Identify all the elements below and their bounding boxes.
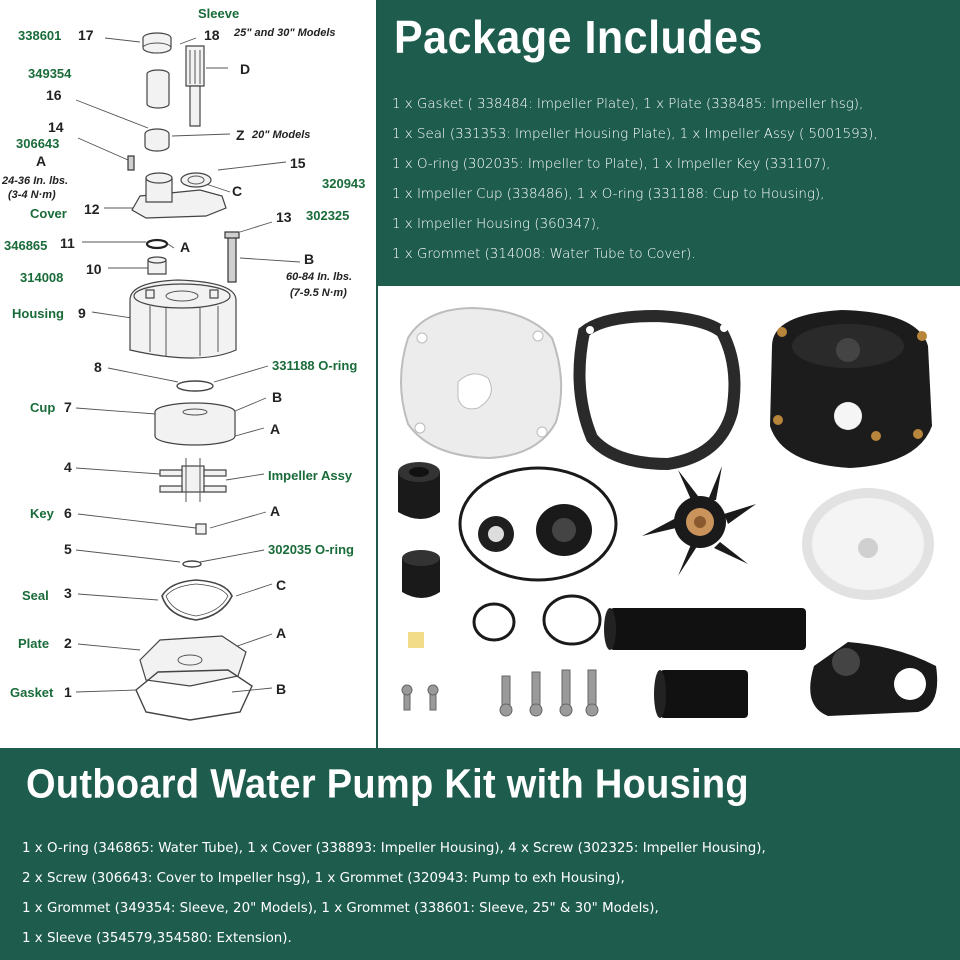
- label-302325: 302325: [306, 208, 350, 223]
- note-25-30-models: 25" and 30" Models: [234, 27, 336, 39]
- list-item: 1 x Grommet (349354: Sleeve, 20" Models), 1 x Grommet (338601: Sleeve, 25" & 30" Models),: [22, 901, 659, 916]
- part-sleeve-grommet-17: [143, 33, 171, 53]
- number-4: 4: [64, 459, 72, 475]
- list-item: 1 x Gasket ( 338484: Impeller Plate), 1 x Plate (338485: Impeller hsg),: [392, 97, 864, 112]
- list-item: 1 x Impeller Cup (338486), 1 x O-ring (331188: Cup to Housing),: [392, 187, 825, 202]
- part-sleeve-18: [186, 46, 204, 126]
- label-320943: 320943: [322, 176, 366, 191]
- part-grommet-16: [147, 70, 169, 108]
- product-photo-drawing: [378, 286, 960, 748]
- package-includes-title: Package Includes: [394, 12, 763, 64]
- kit-items-list: [22, 834, 766, 954]
- number-14: 14: [48, 119, 64, 135]
- part-grommet-20in: [145, 129, 169, 151]
- note-20-models: 20" Models: [252, 129, 311, 141]
- list-item: 1 x Grommet (314008: Water Tube to Cover).: [392, 247, 696, 262]
- number-16: 16: [46, 87, 62, 103]
- label-346865: 346865: [4, 238, 48, 253]
- letter-b-screw: B: [304, 251, 315, 267]
- photo-impeller: [642, 466, 756, 576]
- label-gasket: Gasket: [10, 685, 54, 700]
- label-sleeve: Sleeve: [198, 6, 240, 21]
- part-screw-14: [128, 156, 134, 170]
- label-cup: Cup: [30, 400, 56, 415]
- part-seal-3: [162, 580, 232, 620]
- part-housing-9: [130, 280, 236, 358]
- note-torque-b-line2: (7-9.5 N·m): [290, 287, 347, 299]
- number-1: 1: [64, 684, 72, 700]
- label-housing: Housing: [12, 306, 64, 321]
- note-torque-b-line1: 60-84 In. lbs.: [286, 271, 353, 283]
- photo-screws: [402, 670, 598, 716]
- letter-a-cup: A: [270, 421, 281, 437]
- number-9: 9: [78, 305, 86, 321]
- number-6: 6: [64, 505, 72, 521]
- letter-c-cover: C: [232, 183, 243, 199]
- letter-z: Z: [236, 127, 245, 143]
- letter-b-gasket: B: [276, 681, 287, 697]
- photo-gasket: [580, 316, 735, 464]
- list-item: 1 x Impeller Housing (360347),: [392, 217, 601, 232]
- letter-a-key: A: [270, 503, 281, 519]
- number-13: 13: [276, 209, 292, 225]
- label-plate: Plate: [18, 636, 50, 651]
- photo-seal: [536, 504, 592, 556]
- part-oring-5: [183, 561, 201, 567]
- photo-oring-pair: [474, 596, 600, 644]
- label-oring-331188: 331188 O-ring: [272, 358, 358, 373]
- list-item: 2 x Screw (306643: Cover to Impeller hsg), 1 x Grommet (320943: Pump to exh Housing),: [22, 871, 625, 886]
- part-screw-13: [225, 232, 239, 282]
- number-2: 2: [64, 635, 72, 651]
- number-11: 11: [60, 235, 75, 251]
- label-cover: Cover: [30, 206, 67, 221]
- package-includes-list: [392, 90, 878, 270]
- label-impeller-assy: Impeller Assy: [268, 468, 353, 483]
- label-349354: 349354: [28, 66, 72, 81]
- part-oring-8: [177, 381, 213, 391]
- part-cover-12: [132, 173, 226, 218]
- package-includes-panel: [378, 0, 960, 286]
- diagram-drawing: [0, 0, 376, 748]
- part-oring-11: [147, 240, 167, 248]
- number-12: 12: [84, 201, 100, 217]
- part-grommet-10: [148, 257, 166, 274]
- list-item: 1 x O-ring (302035: Impeller to Plate), 1 x Impeller Key (331107),: [392, 157, 831, 172]
- number-5: 5: [64, 541, 72, 557]
- list-item: 1 x Seal (331353: Impeller Housing Plate), 1 x Impeller Assy ( 5001593),: [392, 127, 878, 142]
- label-314008: 314008: [20, 270, 64, 285]
- label-seal: Seal: [22, 588, 49, 603]
- part-cup-7: [155, 403, 235, 445]
- label-338601: 338601: [18, 28, 62, 43]
- list-item: 1 x Sleeve (354579,354580: Extension).: [22, 931, 292, 946]
- number-8: 8: [94, 359, 102, 375]
- label-306643: 306643: [16, 136, 60, 151]
- product-photo: [378, 286, 960, 748]
- kit-details-panel: [0, 748, 960, 960]
- number-17: 17: [78, 27, 94, 43]
- letter-a-plate: A: [276, 625, 287, 641]
- part-key-6: [196, 524, 206, 534]
- note-torque-a-line1: 24-36 In. lbs.: [2, 175, 69, 187]
- number-15: 15: [290, 155, 306, 171]
- number-10: 10: [86, 261, 102, 277]
- label-key: Key: [30, 506, 54, 521]
- number-3: 3: [64, 585, 72, 601]
- letter-d: D: [240, 61, 251, 77]
- photo-impeller-cup: [802, 488, 934, 600]
- part-plate-2: [140, 636, 246, 686]
- photo-grommet-medium: [402, 550, 440, 598]
- exploded-parts-diagram: [0, 0, 376, 748]
- list-item: 1 x O-ring (346865: Water Tube), 1 x Cover (338893: Impeller Housing), 4 x Screw (302325: Impeller Housing),: [22, 841, 766, 856]
- number-18: 18: [204, 27, 220, 43]
- photo-sleeve-tube-long: [604, 608, 806, 650]
- photo-plate: [401, 308, 561, 458]
- note-torque-a-line2: (3-4 N·m): [8, 189, 56, 201]
- letter-a-oring: A: [180, 239, 191, 255]
- photo-grommet-small: [478, 516, 514, 552]
- photo-sleeve-tube-short: [654, 670, 748, 718]
- label-oring-302035: 302035 O-ring: [268, 542, 354, 557]
- number-7: 7: [64, 399, 72, 415]
- photo-impeller-housing: [770, 310, 932, 468]
- photo-key: [408, 632, 424, 648]
- photo-cover: [810, 642, 937, 716]
- letter-a-torque: A: [36, 153, 47, 169]
- letter-b-cup: B: [272, 389, 283, 405]
- photo-grommet-large: [398, 462, 440, 519]
- kit-title: Outboard Water Pump Kit with Housing: [26, 762, 749, 808]
- part-impeller-4: [160, 458, 226, 502]
- letter-c-seal: C: [276, 577, 287, 593]
